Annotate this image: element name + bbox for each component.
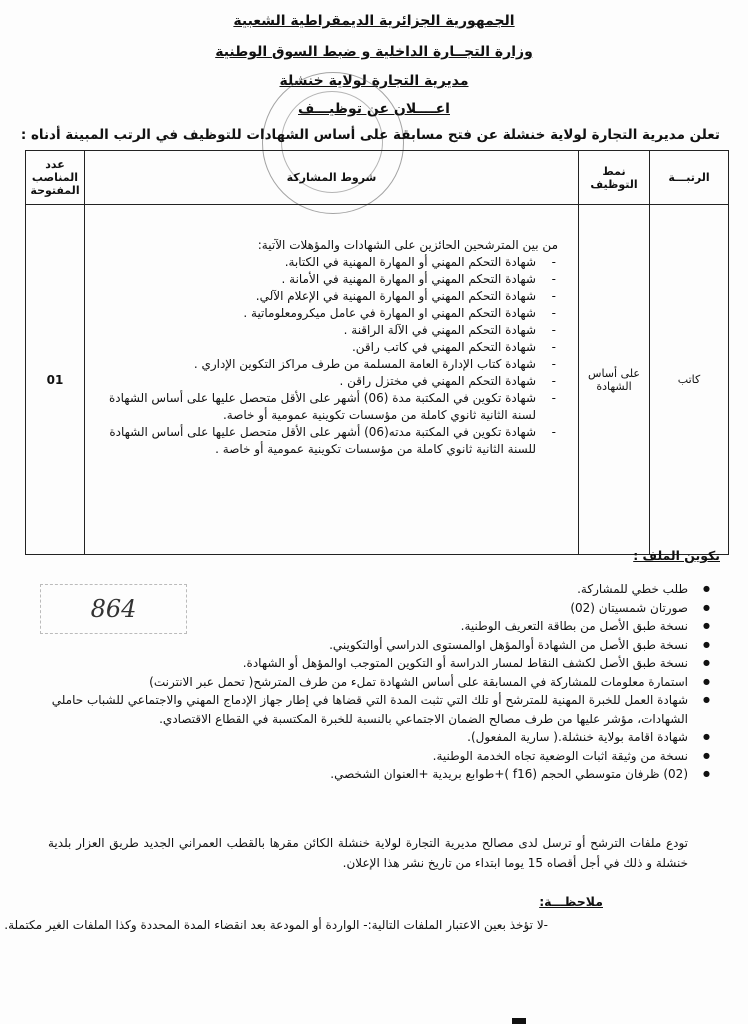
header-count: عدد المناصب المفتوحة bbox=[26, 151, 85, 205]
handwritten-number: 864 bbox=[40, 584, 187, 634]
condition-item: - شهادة تكوين في المكتبة مدة (06) أشهر على الأقل متحصل عليها على أساس الشهادة لسنة الثانية ثانوي كاملة من مؤسسات تكوينية عمومية أو خاصة. bbox=[91, 390, 536, 424]
condition-item: - شهادة التحكم المهني في كاتب راقن. bbox=[91, 339, 536, 356]
conditions-list bbox=[91, 254, 558, 458]
directorate-title: مديرية التجارة لولاية خنشلة bbox=[279, 73, 469, 89]
scan-mark bbox=[512, 1018, 526, 1024]
note-text: -لا تؤخذ بعين الاعتبار الملفات التالية:- الواردة أو المودعة بعد انقضاء المدة المحددة وكذا الملفات الغير مكتملة. bbox=[4, 918, 548, 932]
table-row bbox=[26, 205, 729, 555]
condition-item: - شهادة التحكم المهني في الآلة الراقنة . bbox=[91, 322, 536, 339]
file-section-title: تكوين الملف : bbox=[633, 548, 720, 563]
deposit-paragraph: تودع ملفات الترشح أو ترسل لدى مصالح مديرية التجارة لولاية خنشلة الكائن مقرها بالقطب العمراني الجديد طريق العزار بلدية خنشلة و ذلك في أجل أقصاه 15 يوما ابتداء من تاريخ نشر هذا الإعلان. bbox=[48, 836, 688, 870]
positions-table bbox=[25, 150, 729, 555]
file-item: ● نسخة طبق الأصل من الشهادة أوالمؤهل اوالمستوى الدراسي أوالتكويني. bbox=[30, 636, 688, 655]
file-item: ● شهادة العمل للخبرة المهنية للمترشح أو تلك التي تثبت المدة التي قضاها في إطار جهاز الإدماج المهني والاجتماعي للشباب حاملي الشهادات، مؤشر عليها من طرف مصالح الضمان الاجتماعي بالنسبة للخبرة المكتسبة في القطاع الاقتصادي. bbox=[30, 691, 688, 728]
file-item: ● نسخة طبق الأصل من بطاقة التعريف الوطنية. bbox=[30, 617, 688, 636]
file-list bbox=[30, 580, 720, 784]
file-item: ● استمارة معلومات للمشاركة في المسابقة على أساس الشهادة تملء من طرف المترشح( تحمل عبر الانترنت) bbox=[30, 673, 688, 692]
announcement-title: اعــــلان عن توظيـــف bbox=[298, 101, 450, 117]
republic-title: الجمهورية الجزائرية الديمقراطية الشعبية bbox=[233, 13, 515, 29]
header-mode: نمط التوظيف bbox=[579, 151, 650, 205]
file-item: ● نسخة من وثيقة اثبات الوضعية تجاه الخدمة الوطنية. bbox=[30, 747, 688, 766]
header-rank: الرتبـــة bbox=[650, 151, 729, 205]
table-header-row bbox=[26, 151, 729, 205]
rank-cell: كاتب bbox=[650, 205, 729, 555]
file-item: ● (02) ظرفان متوسطي الحجم (f16 )+طوابع بريدية +العنوان الشخصي. bbox=[30, 765, 688, 784]
file-item: ● نسخة طبق الأصل لكشف النقاط لمسار الدراسة أو التكوين المتوجب اوالمؤهل أو الشهادة. bbox=[30, 654, 688, 673]
conditions-lead: من بين المترشحين الحائزين على الشهادات والمؤهلات الآتية: bbox=[257, 238, 558, 252]
note-title: ملاحظـــة: bbox=[539, 894, 603, 909]
conditions-cell bbox=[85, 205, 579, 555]
count-cell: 01 bbox=[26, 205, 85, 555]
file-item: ● طلب خطي للمشاركة. bbox=[30, 580, 688, 599]
condition-item: - شهادة التحكم المهني أو المهارة المهنية في الكتابة. bbox=[91, 254, 536, 271]
condition-item: - شهادة كتاب الإدارة العامة المسلمة من طرف مراكز التكوين الإداري . bbox=[91, 356, 536, 373]
condition-item: - شهادة التحكم المهني أو المهارة المهنية في الأمانة . bbox=[91, 271, 536, 288]
condition-item: - شهادة تكوين في المكتبة مدته(06) أشهر على الأقل متحصل عليها على أساس الشهادة للسنة الثانية ثانوي كاملة من مؤسسات تكوينية عمومية أو خاصة . bbox=[91, 424, 536, 458]
condition-item: - شهادة التحكم المهني في مختزل راقن . bbox=[91, 373, 536, 390]
condition-item: - شهادة التحكم المهني أو المهارة المهنية في الإعلام الآلي. bbox=[91, 288, 536, 305]
file-item: ● شهادة اقامة بولاية خنشلة.( سارية المفعول). bbox=[30, 728, 688, 747]
file-item: ● صورتان شمسيتان (02) bbox=[30, 599, 688, 618]
file-requirements bbox=[30, 580, 720, 784]
header-conditions: شروط المشاركة bbox=[85, 151, 579, 205]
ministry-title: وزارة التجــارة الداخلية و ضبط السوق الوطنية bbox=[215, 44, 533, 60]
intro-text: تعلن مديرية التجارة لولاية خنشلة عن فتح مسابقة على أساس الشهادات للتوظيف في الرتب المبينة أدناه : bbox=[20, 127, 720, 143]
condition-item: - شهادة التحكم المهني او المهارة في عامل ميكرومعلوماتية . bbox=[91, 305, 536, 322]
mode-cell: على أساس الشهادة bbox=[579, 205, 650, 555]
